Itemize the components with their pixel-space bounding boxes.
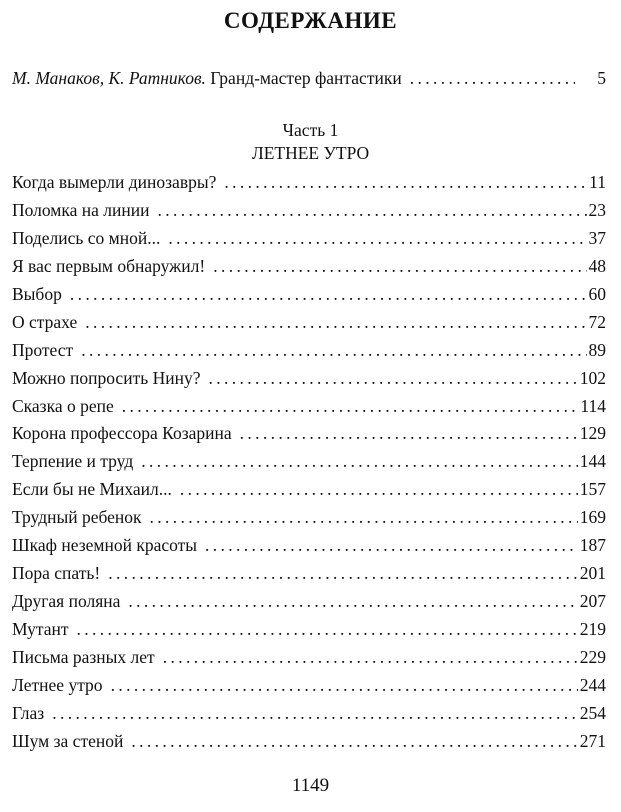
toc-entry[interactable]	[12, 619, 606, 647]
leader-dots	[77, 619, 578, 640]
leader-dots	[108, 563, 578, 584]
entry-title: Трудный ребенок	[12, 507, 142, 528]
toc-entry[interactable]	[12, 563, 606, 591]
entry-page: 169	[579, 507, 606, 528]
toc-entry[interactable]	[12, 368, 606, 396]
toc-entry[interactable]	[12, 647, 606, 675]
leader-dots	[208, 368, 577, 389]
entry-title: Шкаф неземной красоты	[12, 535, 198, 556]
entry-page: 254	[579, 702, 606, 723]
leader-dots	[128, 591, 577, 612]
entry-title: Сказка о репе	[12, 395, 114, 416]
entry-title: Протест	[12, 339, 74, 360]
leader-dots	[410, 68, 576, 89]
toc-entry[interactable]	[12, 703, 606, 731]
leader-dots	[163, 647, 578, 668]
entry-page: 144	[579, 451, 606, 472]
toc-entry[interactable]	[12, 423, 606, 451]
entry-page: 271	[579, 730, 606, 751]
entry-title: Мутант	[12, 619, 69, 639]
toc-entry[interactable]	[12, 479, 606, 507]
page-number: 1149	[291, 775, 330, 796]
entry-page: 48	[588, 255, 606, 276]
toc-entry[interactable]	[12, 451, 606, 479]
part-name: ЛЕТНЕЕ УТРО	[251, 143, 370, 163]
leader-dots	[150, 507, 578, 528]
leader-dots	[180, 479, 578, 500]
leader-dots	[111, 675, 578, 696]
entry-title: Выбор	[12, 283, 62, 304]
entry-page: 37	[588, 227, 606, 248]
entry-title: О страхе	[12, 311, 78, 332]
toc-entry[interactable]	[12, 256, 606, 284]
entry-page: 187	[579, 535, 606, 556]
leader-dots	[157, 200, 586, 221]
entry-title: Шум за стеной	[12, 730, 124, 751]
entry-page: 157	[579, 479, 606, 500]
entry-page: 129	[579, 423, 606, 444]
entry-page: 60	[588, 283, 606, 304]
entry-page: 89	[588, 339, 606, 360]
entry-title: Когда вымерли динозавры?	[12, 172, 217, 192]
toc-list	[12, 172, 606, 759]
toc-entry[interactable]	[12, 228, 606, 256]
part-label: Часть 1	[282, 120, 339, 140]
entry-title: Глаз	[12, 702, 45, 723]
entry-page: 23	[588, 199, 606, 220]
toc-entry[interactable]	[12, 340, 606, 368]
entry-page: 244	[579, 674, 606, 695]
entry-page: 207	[579, 591, 606, 612]
entry-title: Я вас первым обнаружил!	[12, 255, 206, 276]
entry-page: 229	[579, 646, 606, 667]
intro-authors: М. Манаков, К. Ратников.	[12, 68, 206, 88]
entry-title: Поделись со мной...	[12, 227, 161, 248]
toc-entry[interactable]	[12, 312, 606, 340]
entry-page: 201	[579, 563, 606, 584]
entry-title: Терпение и труд	[12, 451, 134, 472]
leader-dots	[224, 172, 587, 193]
leader-dots	[122, 396, 579, 417]
toc-entry[interactable]	[12, 731, 606, 759]
leader-dots	[70, 284, 587, 305]
toc-entry[interactable]	[12, 284, 606, 312]
leader-dots	[205, 535, 578, 556]
toc-entry[interactable]	[12, 396, 606, 424]
toc-entry[interactable]	[12, 591, 606, 619]
leader-dots	[81, 340, 586, 361]
entry-page: 114	[580, 395, 606, 416]
leader-dots	[52, 703, 578, 724]
leader-dots	[131, 731, 577, 752]
entry-title: Другая поляна	[12, 591, 121, 612]
toc-entry[interactable]	[12, 535, 606, 563]
entry-page: 72	[588, 311, 606, 332]
leader-dots	[168, 228, 586, 249]
leader-dots	[240, 423, 578, 444]
entry-page: 11	[589, 172, 606, 192]
entry-title: Можно попросить Нину?	[12, 367, 201, 388]
toc-entry-intro[interactable]	[12, 68, 606, 89]
entry-title: Письма разных лет	[12, 646, 155, 667]
entry-title: Корона профессора Козарина	[12, 423, 232, 444]
entry-title: Пора спать!	[12, 563, 101, 584]
toc-entry[interactable]	[12, 172, 606, 200]
entry-title: Поломка на линии	[12, 199, 150, 220]
toc-entry[interactable]	[12, 200, 606, 228]
entry-title: Если бы не Михаил...	[12, 479, 172, 500]
entry-title: Летнее утро	[12, 674, 103, 695]
toc-entry[interactable]	[12, 507, 606, 535]
leader-dots	[141, 451, 578, 472]
page-title: СОДЕРЖАНИЕ	[223, 8, 398, 33]
toc-entry[interactable]	[12, 675, 606, 703]
entry-page: 219	[579, 619, 606, 639]
leader-dots	[85, 312, 586, 333]
intro-page: 5	[597, 68, 606, 88]
leader-dots	[213, 256, 586, 277]
intro-title: Гранд-мастер фантастики	[210, 68, 402, 88]
entry-page: 102	[579, 367, 606, 388]
